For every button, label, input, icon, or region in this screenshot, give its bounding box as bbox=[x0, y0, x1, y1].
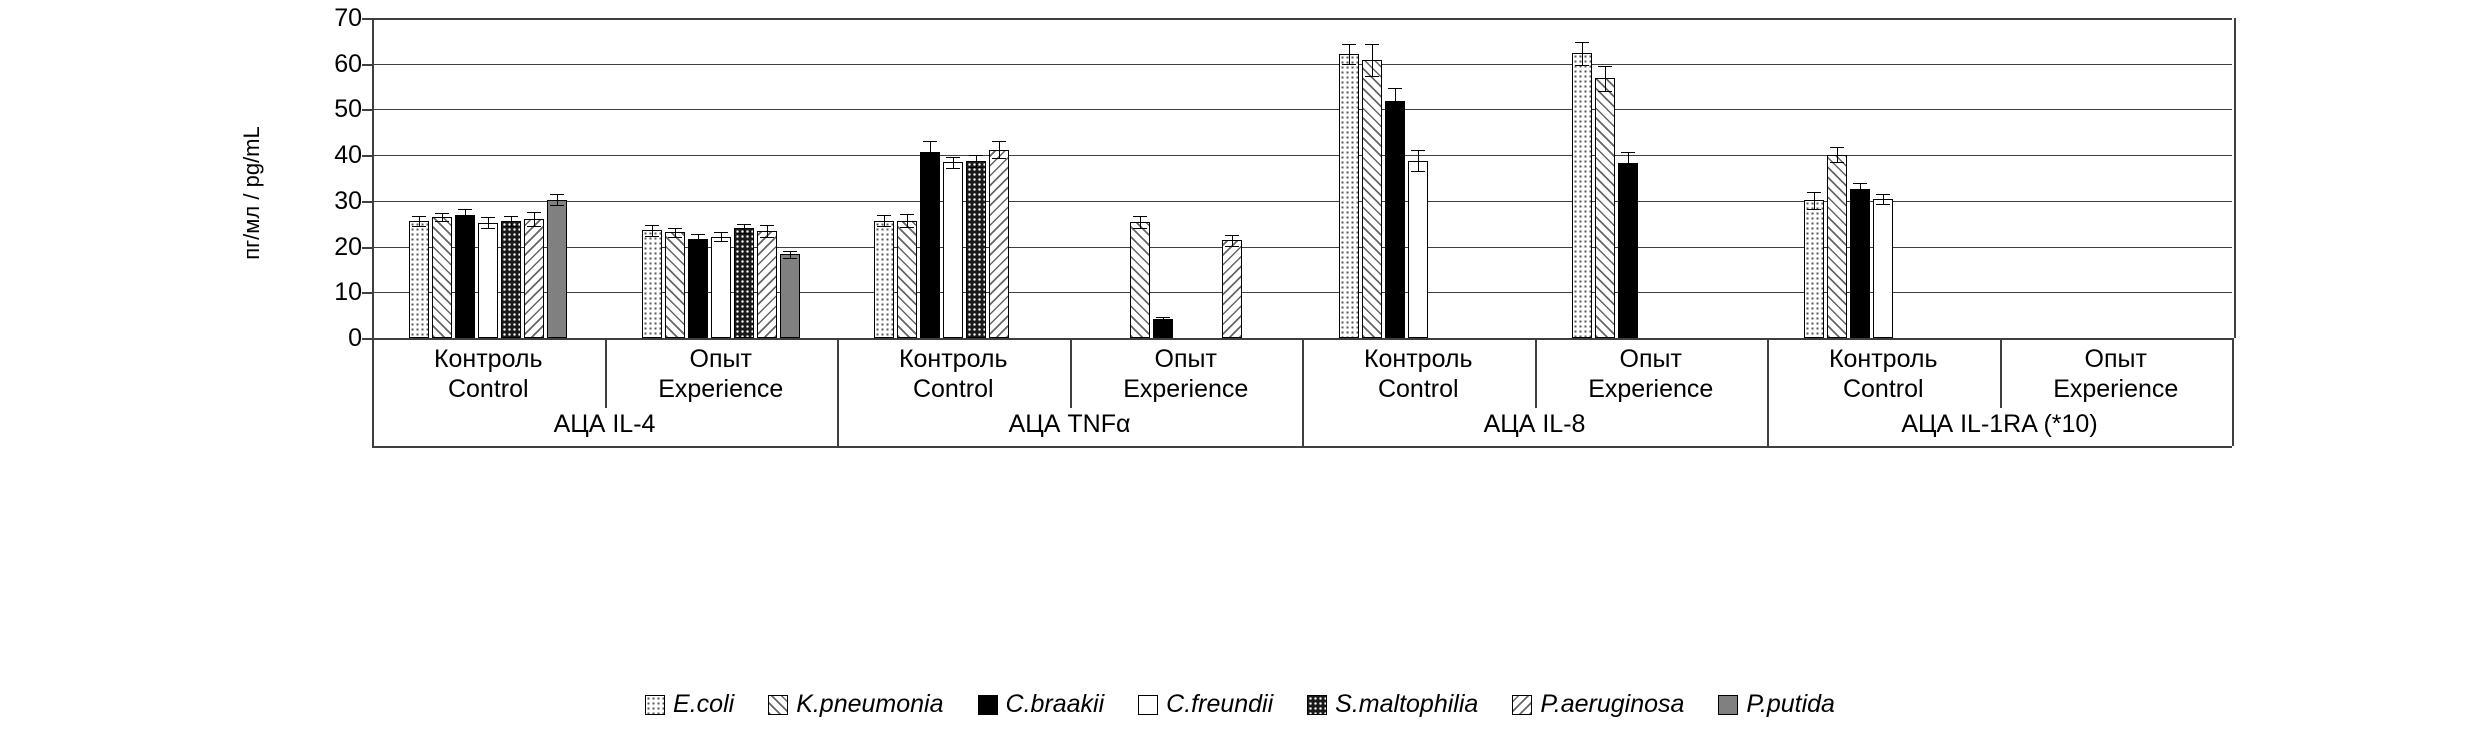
error-bar-cap bbox=[900, 227, 914, 228]
legend-label: P.putida bbox=[1746, 690, 1835, 718]
legend-item bbox=[1138, 690, 1273, 719]
error-bar bbox=[744, 224, 745, 233]
y-tick-label: 40 bbox=[334, 141, 362, 170]
error-bar-cap bbox=[1807, 209, 1821, 210]
bar bbox=[1873, 199, 1893, 338]
error-bar-cap bbox=[1598, 91, 1612, 92]
y-tick-mark bbox=[362, 338, 372, 340]
error-bar-cap bbox=[412, 226, 426, 227]
category-label-en: Experience bbox=[1588, 375, 1714, 403]
y-axis-title: пг/мл / pg/mL bbox=[239, 126, 264, 260]
category-label-ru: Контроль bbox=[1363, 345, 1473, 373]
bar bbox=[757, 231, 777, 338]
bar bbox=[1130, 222, 1150, 338]
y-tick-mark bbox=[362, 247, 372, 249]
category-label-ru: Контроль bbox=[898, 345, 1008, 373]
error-bar-cap bbox=[1830, 147, 1844, 148]
error-bar-cap bbox=[1853, 183, 1867, 184]
category-label bbox=[2000, 344, 2233, 404]
category-label bbox=[1535, 344, 1768, 404]
error-bar-cap bbox=[1411, 171, 1425, 172]
y-tick-label: 30 bbox=[334, 186, 362, 215]
y-tick-mark bbox=[362, 155, 372, 157]
legend-item bbox=[1718, 690, 1835, 719]
bar bbox=[1572, 53, 1592, 338]
error-bar bbox=[652, 225, 653, 236]
error-bar-cap bbox=[783, 258, 797, 259]
bar bbox=[409, 221, 429, 338]
legend-label: C.freundii bbox=[1166, 690, 1274, 718]
bar bbox=[432, 217, 452, 338]
bar bbox=[780, 254, 800, 338]
error-bar-cap bbox=[1876, 194, 1890, 195]
error-bar-cap bbox=[458, 221, 472, 222]
bar bbox=[547, 200, 567, 338]
error-bar bbox=[419, 216, 420, 225]
error-bar bbox=[790, 251, 791, 258]
error-bar bbox=[999, 141, 1000, 157]
y-tick-mark bbox=[362, 201, 372, 203]
error-bar-cap bbox=[527, 226, 541, 227]
error-bar bbox=[930, 141, 931, 164]
error-bar-cap bbox=[760, 225, 774, 226]
legend-label: E.coli bbox=[673, 690, 735, 718]
legend-swatch bbox=[1718, 695, 1738, 715]
bar bbox=[665, 232, 685, 338]
error-bar bbox=[1232, 235, 1233, 246]
bar bbox=[455, 215, 475, 338]
category-label-en: Experience bbox=[658, 375, 784, 403]
bar bbox=[1827, 155, 1847, 338]
bar bbox=[920, 152, 940, 338]
category-label-ru: Опыт bbox=[689, 345, 752, 373]
category-label bbox=[1767, 344, 2000, 404]
category-label-en: Control bbox=[1842, 375, 1924, 403]
bar bbox=[1618, 163, 1638, 338]
error-bar-cap bbox=[1388, 114, 1402, 115]
error-bar bbox=[465, 209, 466, 222]
error-bar-cap bbox=[1388, 88, 1402, 89]
legend-item bbox=[1512, 690, 1684, 719]
error-bar-cap bbox=[969, 155, 983, 156]
error-bar bbox=[1628, 152, 1629, 174]
error-bar-cap bbox=[714, 241, 728, 242]
error-bar-cap bbox=[550, 205, 564, 206]
legend-item bbox=[645, 690, 734, 719]
group-label: АЦА TNFα bbox=[1008, 410, 1131, 438]
category-label bbox=[372, 344, 605, 404]
error-bar-cap bbox=[946, 157, 960, 158]
error-bar-cap bbox=[1133, 216, 1147, 217]
legend-item bbox=[768, 690, 943, 719]
error-bar-cap bbox=[668, 228, 682, 229]
legend-label: K.pneumonia bbox=[796, 690, 944, 718]
error-bar-cap bbox=[691, 243, 705, 244]
error-bar bbox=[1860, 183, 1861, 194]
error-bar-cap bbox=[783, 251, 797, 252]
group-separator bbox=[2232, 338, 2234, 446]
group-label: АЦА IL-1RA (*10) bbox=[1901, 410, 2098, 438]
category-label-ru: Контроль bbox=[433, 345, 543, 373]
category-label-en: Experience bbox=[1123, 375, 1249, 403]
legend-label: S.maltophilia bbox=[1335, 690, 1479, 718]
bar bbox=[734, 228, 754, 338]
error-bar bbox=[907, 214, 908, 228]
error-bar-cap bbox=[737, 224, 751, 225]
error-bar-cap bbox=[923, 164, 937, 165]
bar bbox=[642, 230, 662, 338]
bar bbox=[874, 221, 894, 338]
error-bar-cap bbox=[481, 228, 495, 229]
bar bbox=[1595, 78, 1615, 338]
error-bar-cap bbox=[1876, 204, 1890, 205]
category-label bbox=[1302, 344, 1535, 404]
category-label-ru: Опыт bbox=[1619, 345, 1682, 373]
error-bar-cap bbox=[923, 141, 937, 142]
bar bbox=[478, 223, 498, 338]
error-bar-cap bbox=[1342, 64, 1356, 65]
y-tick-label: 50 bbox=[334, 95, 362, 124]
error-bar-cap bbox=[877, 226, 891, 227]
y-tick-label: 10 bbox=[334, 278, 362, 307]
error-bar bbox=[976, 155, 977, 167]
error-bar-cap bbox=[458, 209, 472, 210]
y-tick-mark bbox=[362, 64, 372, 66]
bar bbox=[1385, 101, 1405, 338]
error-bar bbox=[488, 217, 489, 228]
error-bar bbox=[1814, 192, 1815, 208]
error-bar-cap bbox=[504, 216, 518, 217]
error-bar bbox=[767, 225, 768, 237]
legend-swatch bbox=[978, 695, 998, 715]
group-label: АЦА IL-4 bbox=[553, 410, 656, 438]
error-bar bbox=[511, 216, 512, 225]
y-tick-label: 0 bbox=[348, 324, 362, 352]
error-bar bbox=[1395, 88, 1396, 114]
error-bar-cap bbox=[435, 221, 449, 222]
error-bar-cap bbox=[527, 212, 541, 213]
bar bbox=[1408, 161, 1428, 338]
y-tick-mark bbox=[362, 109, 372, 111]
error-bar-cap bbox=[1365, 76, 1379, 77]
error-bar bbox=[442, 213, 443, 221]
bar bbox=[711, 237, 731, 338]
error-bar bbox=[1605, 66, 1606, 91]
legend-item bbox=[1307, 690, 1478, 719]
y-tick-label: 60 bbox=[334, 49, 362, 78]
category-label-ru: Опыт bbox=[2084, 345, 2147, 373]
legend bbox=[0, 690, 2480, 719]
category-label bbox=[1070, 344, 1303, 404]
error-bar bbox=[557, 194, 558, 205]
error-bar-cap bbox=[1807, 192, 1821, 193]
error-bar bbox=[1372, 44, 1373, 76]
error-bar-cap bbox=[1342, 44, 1356, 45]
error-bar-cap bbox=[1225, 246, 1239, 247]
category-label-en: Control bbox=[912, 375, 994, 403]
bar bbox=[501, 221, 521, 338]
bar bbox=[966, 161, 986, 338]
error-bar bbox=[1349, 44, 1350, 64]
error-bar-cap bbox=[668, 237, 682, 238]
error-bar bbox=[1140, 216, 1141, 228]
bar bbox=[1222, 240, 1242, 338]
legend-swatch bbox=[768, 695, 788, 715]
error-bar-cap bbox=[435, 213, 449, 214]
error-bar-cap bbox=[1133, 228, 1147, 229]
error-bar-cap bbox=[1598, 66, 1612, 67]
bar bbox=[1850, 189, 1870, 338]
legend-label: C.braakii bbox=[1005, 690, 1105, 718]
error-bar-cap bbox=[1156, 317, 1170, 318]
error-bar-cap bbox=[992, 141, 1006, 142]
bar bbox=[897, 221, 917, 338]
error-bar-cap bbox=[737, 233, 751, 234]
error-bar-cap bbox=[1621, 174, 1635, 175]
error-bar bbox=[675, 228, 676, 237]
error-bar-cap bbox=[1575, 42, 1589, 43]
error-bar-cap bbox=[1575, 65, 1589, 66]
error-bar-cap bbox=[550, 194, 564, 195]
error-bar bbox=[721, 232, 722, 240]
legend-swatch bbox=[645, 695, 665, 715]
error-bar-cap bbox=[691, 234, 705, 235]
category-label bbox=[837, 344, 1070, 404]
legend-swatch bbox=[1512, 695, 1532, 715]
error-bar-cap bbox=[412, 216, 426, 217]
bar bbox=[1362, 60, 1382, 338]
legend-swatch bbox=[1138, 695, 1158, 715]
error-bar bbox=[953, 157, 954, 168]
error-bar-cap bbox=[1830, 162, 1844, 163]
bar bbox=[989, 150, 1009, 338]
error-bar-cap bbox=[900, 214, 914, 215]
bar bbox=[1804, 200, 1824, 338]
category-label-ru: Контроль bbox=[1828, 345, 1938, 373]
y-tick-mark bbox=[362, 18, 372, 20]
error-bar-cap bbox=[760, 237, 774, 238]
axis-bottom-rule bbox=[372, 446, 2232, 448]
error-bar-cap bbox=[714, 232, 728, 233]
legend-item bbox=[978, 690, 1105, 719]
error-bar bbox=[1837, 147, 1838, 163]
error-bar-cap bbox=[1621, 152, 1635, 153]
group-label: АЦА IL-8 bbox=[1483, 410, 1586, 438]
error-bar bbox=[534, 212, 535, 226]
category-label-en: Control bbox=[447, 375, 529, 403]
bar bbox=[943, 162, 963, 338]
error-bar-cap bbox=[1411, 150, 1425, 151]
error-bar-cap bbox=[1853, 194, 1867, 195]
bar bbox=[1339, 54, 1359, 338]
legend-swatch bbox=[1307, 695, 1327, 715]
error-bar bbox=[1582, 42, 1583, 65]
bar bbox=[688, 239, 708, 338]
y-tick-label: 70 bbox=[334, 4, 362, 32]
y-tick-mark bbox=[362, 292, 372, 294]
error-bar bbox=[698, 234, 699, 243]
error-bar-cap bbox=[1225, 235, 1239, 236]
error-bar-cap bbox=[645, 236, 659, 237]
error-bar-cap bbox=[504, 226, 518, 227]
category-label-en: Experience bbox=[2053, 375, 2179, 403]
y-tick-label: 20 bbox=[334, 232, 362, 261]
error-bar-cap bbox=[645, 225, 659, 226]
legend-label: P.aeruginosa bbox=[1540, 690, 1685, 718]
category-label bbox=[605, 344, 838, 404]
category-label-en: Control bbox=[1377, 375, 1459, 403]
error-bar-cap bbox=[877, 215, 891, 216]
category-label-ru: Опыт bbox=[1154, 345, 1217, 373]
error-bar-cap bbox=[1156, 322, 1170, 323]
bars-layer bbox=[372, 18, 2232, 338]
error-bar-cap bbox=[946, 168, 960, 169]
error-bar-cap bbox=[969, 167, 983, 168]
error-bar-cap bbox=[481, 217, 495, 218]
bar bbox=[524, 219, 544, 338]
error-bar bbox=[1418, 150, 1419, 171]
error-bar-cap bbox=[1365, 44, 1379, 45]
error-bar bbox=[884, 215, 885, 227]
error-bar-cap bbox=[992, 158, 1006, 159]
error-bar bbox=[1883, 194, 1884, 204]
